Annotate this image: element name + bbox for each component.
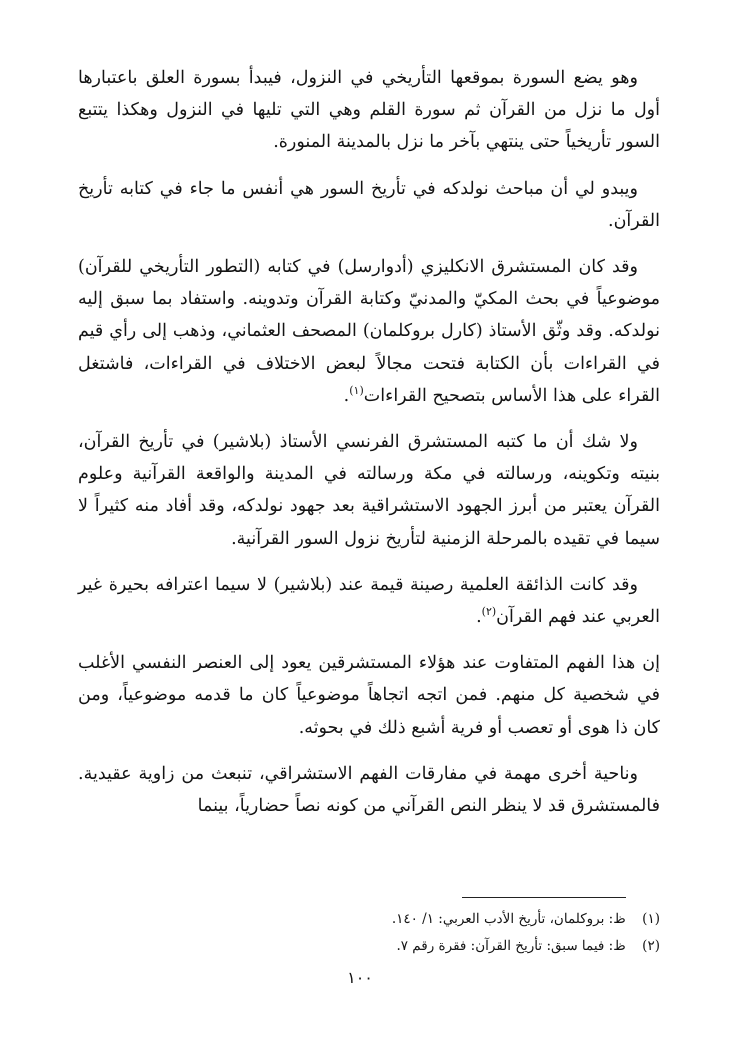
paragraph-text: وقد كانت الذائقة العلمية رصينة قيمة عند (بلاشير) لا سيما اعترافه بحيرة غير العربي عند فهم القرآن — [78, 574, 660, 628]
paragraph-text: ولا شك أن ما كتبه المستشرق الفرنسي الأستاذ (بلاشير) في تأريخ القرآن، بنيته وتكوينه، ورسالته في مكة ورسالته في المدينة والواقعة القرآنية وعلوم القرآن يعتبر من أبرز الجهود الاستشراقية بعد جهود نولدكه، وقد أفاد منه كثيراً لا سيما في تقيده بالمرحلة الزمنية لتأريخ نزول السور القرآنية. — [78, 432, 660, 549]
body-text — [78, 62, 660, 836]
footnote-text: ظ: فيما سبق: تأريخ القرآن: فقرة رقم ٧. — [396, 938, 626, 954]
footnote-item — [78, 906, 660, 933]
paragraph-ending: . — [343, 385, 350, 406]
footnote-marker[interactable]: (٢) — [481, 605, 497, 619]
paragraph — [78, 758, 660, 822]
footnote-separator — [462, 897, 626, 898]
footnotes — [78, 906, 660, 960]
paragraph-text: إن هذا الفهم المتفاوت عند هؤلاء المستشرقين يعود إلى العنصر النفسي الأغلب في شخصية كل منهم. فمن اتجه اتجاهاً موضوعياً كان ما قدمه موضوعياً، ومن كان ذا هوى أو تعصب أو فرية أشبع ذلك في بحوثه. — [78, 653, 660, 738]
paragraph-ending: . — [476, 607, 482, 628]
footnote-number: (١) — [642, 911, 660, 927]
paragraph-text: ويبدو لي أن مباحث نولدكه في تأريخ السور هي أنفس ما جاء في كتابه تأريخ القرآن. — [78, 178, 660, 231]
paragraph — [78, 426, 660, 555]
paragraph — [78, 251, 660, 412]
footnote-text: ظ: بروكلمان، تأريخ الأدب العربي: ١/ ١٤٠. — [391, 911, 626, 927]
paragraph — [78, 569, 660, 633]
footnote-marker[interactable]: (١) — [349, 384, 364, 397]
paragraph — [78, 62, 660, 159]
paragraph — [78, 647, 660, 744]
footnote-item — [78, 933, 660, 960]
paragraph-text: وقد كان المستشرق الانكليزي (أدوارسل) في كتابه (التطور التأريخي للقرآن) موضوعياً في بحث المكيّ والمدنيّ وكتابة القرآن وتدوينه. واستفاد بما سبق إليه نولدكه. وقد وثّق الأستاذ (كارل بروكلمان) المصحف العثماني، وذهب إلى رأي قيم في القراءات بأن الكتابة فتحت مجالاً لبعض الاختلاف في القراءات، فاشتغل القراء على هذا الأساس بتصحيح القراءات — [78, 257, 660, 406]
paragraph-text: وهو يضع السورة بموقعها التأريخي في النزول، فيبدأ بسورة العلق باعتبارها أول ما نزل من القرآن ثم سورة القلم وهي التي تليها في النزول وهكذا يتتبع السور تأريخياً حتى ينتهي بآخر ما نزل بالمدينة المنورة. — [78, 68, 660, 153]
paragraph-text: وناحية أخرى مهمة في مفارقات الفهم الاستشراقي، تنبعث من زاوية عقيدية. فالمستشرق قد لا ينظر النص القرآني من كونه نصاً حضارياً، بينما — [78, 763, 660, 817]
paragraph — [78, 173, 660, 237]
page-number: ١٠٠ — [347, 968, 373, 987]
footnote-number: (٢) — [642, 938, 660, 954]
